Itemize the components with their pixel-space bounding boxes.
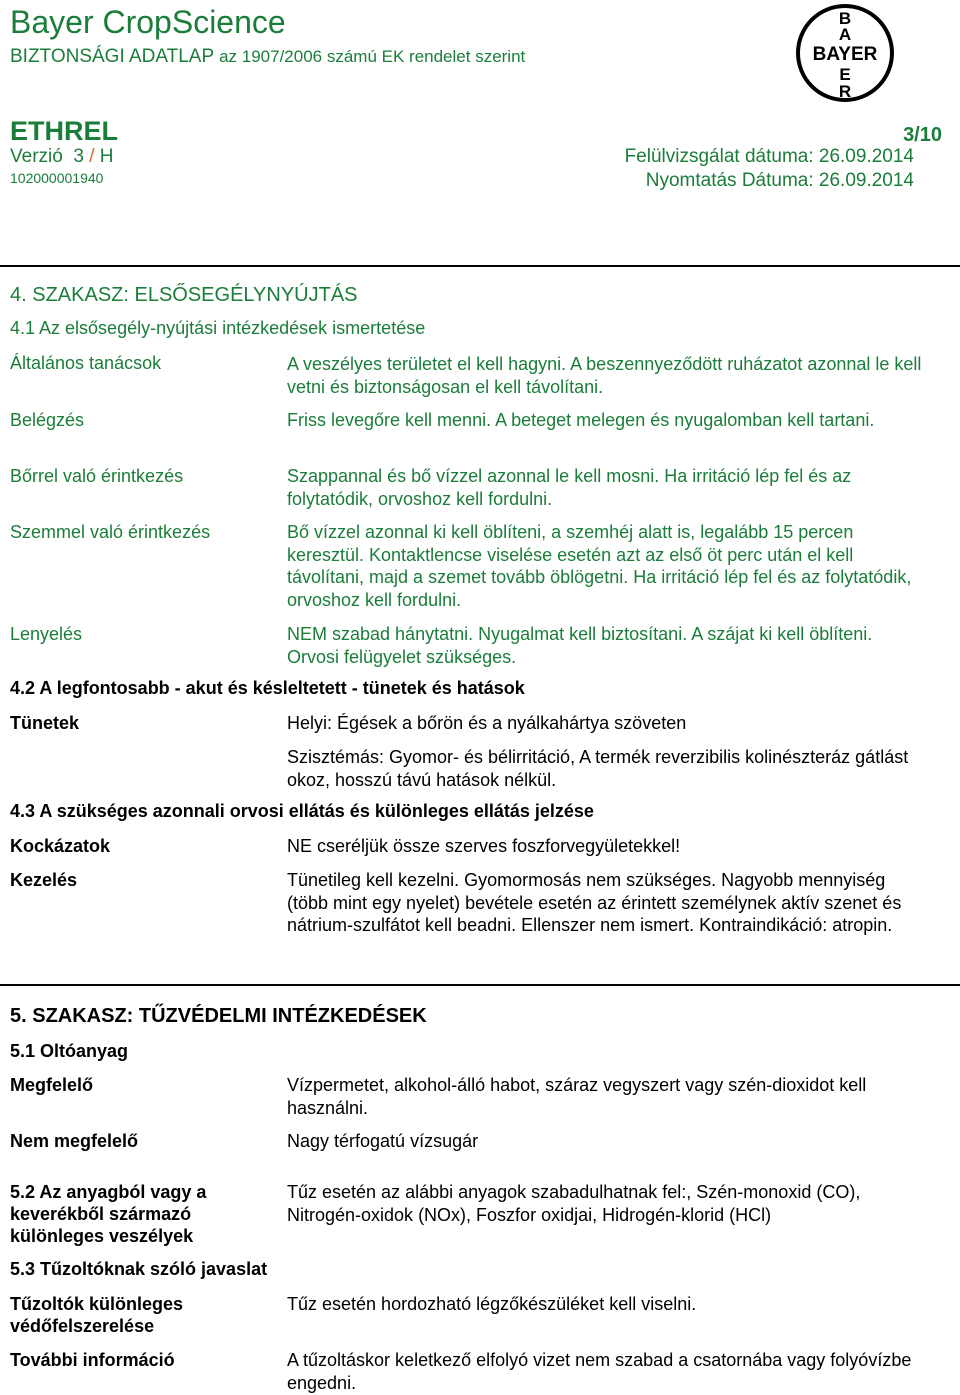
logo-letter-a: A — [838, 25, 852, 44]
version-country: H — [99, 146, 114, 167]
skin-contact-text: Szappannal és bő vízzel azonnal le kell mosni. Ha irritáció lép fel és az folytatódik, orvoshoz kell fordulni. — [287, 466, 852, 509]
logo-word: BAYER — [812, 44, 878, 65]
eye-contact-text: Bő vízzel azonnal ki kell öblíteni, a szemhéj alatt is, legalább 15 percen keresztül. Kontaktlencse viselése esetén azt az első öt perc után el kell távolítani, majd a szemet tovább öblögetni. Ha irritáció lép fel és az folytatódik, orvoshoz kell fordulni. — [287, 522, 912, 610]
version-line — [10, 146, 114, 168]
section-4-title: 4. SZAKASZ: ELSŐSEGÉLYNYÚJTÁS — [10, 284, 358, 306]
ingestion-text: NEM szabad hánytatni. Nyugalmat kell biztosítani. A szájat ki kell öblíteni. Orvosi felügyelet szükséges. — [287, 624, 873, 667]
symptoms-systemic-text: Szisztémás: Gyomor- és bélirritáció, A termék reverzibilis kolinészteráz gátlást okoz, hosszú távú hatások nélkül. — [287, 747, 909, 790]
treatment-text: Tünetileg kell kezelni. Gyomormosás nem szükséges. Nagyobb mennyiség (több mint egy nyelet) bevétele esetén az érintett személynek aktív szenet és nátrium-szulfátot kell beadni. Ellenszer nem ismert. Kontraindikáció: atropin. — [287, 870, 902, 935]
header-divider — [0, 265, 960, 267]
version-separator: / — [89, 146, 95, 167]
product-name: ETHREL — [10, 116, 118, 146]
section-5-1-title: 5.1 Oltóanyag — [10, 1041, 129, 1061]
risks-text: NE cseréljük össze szerves foszforvegyületekkel! — [287, 836, 681, 856]
skin-contact-label: Bőrrel való érintkezés — [10, 466, 184, 486]
section-4-1-title: 4.1 Az elsősegély-nyújtási intézkedések ismertetése — [10, 318, 426, 338]
symptoms-label: Tünetek — [10, 713, 80, 733]
company-name: Bayer CropScience — [10, 4, 286, 40]
section-4-3-title: 4.3 A szükséges azonnali orvosi ellátás és különleges ellátás jelzése — [10, 801, 594, 821]
suitable-media-label: Megfelelő — [10, 1075, 94, 1095]
general-advice-text: A veszélyes területet el kell hagyni. A beszennyeződött ruházatot azonnal le kell vetni és biztonságosan el kell távolítani. — [287, 354, 922, 397]
risks-label: Kockázatok — [10, 836, 111, 856]
unsuitable-media-text: Nagy térfogatú vízsugár — [287, 1131, 479, 1151]
section-4-2-title: 4.2 A legfontosabb - akut és késleltetett - tünetek és hatások — [10, 678, 525, 698]
firefighter-equipment-label: Tűzoltók különleges védőfelszerelése — [10, 1294, 184, 1336]
document-type-line — [10, 46, 525, 68]
ingestion-label: Lenyelés — [10, 624, 83, 644]
logo-letter-b: B — [838, 9, 852, 28]
section-5-3-title: 5.3 Tűzoltóknak szóló javaslat — [10, 1259, 268, 1279]
suitable-media-text: Vízpermetet, alkohol-álló habot, száraz vegyszert vagy szén-dioxidot kell használni. — [287, 1075, 867, 1118]
eye-contact-label: Szemmel való érintkezés — [10, 522, 211, 542]
section-5-title: 5. SZAKASZ: TŰZVÉDELMI INTÉZKEDÉSEK — [10, 1005, 427, 1027]
treatment-label: Kezelés — [10, 870, 78, 890]
further-info-text: A tűzoltáskor keletkező elfolyó vizet nem szabad a csatornába vagy folyóvízbe engedni. — [287, 1350, 912, 1393]
doc-type: BIZTONSÁGI ADATLAP — [10, 46, 214, 67]
further-info-label: További információ — [10, 1350, 175, 1370]
special-hazards-text: Tűz esetén az alábbi anyagok szabadulhatnak fel:, Szén-monoxid (CO), Nitrogén-oxidok (NOx), Foszfor oxidjai, Hidrogén-klorid (HCl) — [287, 1182, 861, 1225]
logo-letter-r: R — [838, 82, 852, 101]
version-label: Verzió — [10, 146, 63, 167]
inhalation-text: Friss levegőre kell menni. A beteget melegen és nyugalomban kell tartani. — [287, 410, 875, 430]
bayer-logo — [794, 2, 896, 104]
unsuitable-media-label: Nem megfelelő — [10, 1131, 139, 1151]
print-date: Nyomtatás Dátuma: 26.09.2014 — [645, 170, 914, 191]
symptoms-local-text: Helyi: Égések a bőrön és a nyálkahártya szöveten — [287, 713, 687, 733]
regulation: az 1907/2006 számú EK rendelet szerint — [219, 47, 526, 66]
page-number: 3/10 — [903, 124, 942, 146]
firefighter-equipment-text: Tűz esetén hordozható légzőkészüléket kell viselni. — [287, 1294, 697, 1314]
version-number: 3 — [73, 146, 84, 167]
inhalation-label: Belégzés — [10, 410, 85, 430]
document-code: 102000001940 — [10, 170, 104, 186]
section-divider — [0, 984, 960, 986]
revision-date: Felülvizsgálat dátuma: 26.09.2014 — [624, 146, 914, 167]
section-5-2-title: 5.2 Az anyagból vagy a keverékből származó különleges veszélyek — [10, 1182, 207, 1246]
logo-letter-e: E — [839, 65, 851, 84]
general-advice-label: Általános tanácsok — [10, 353, 162, 373]
